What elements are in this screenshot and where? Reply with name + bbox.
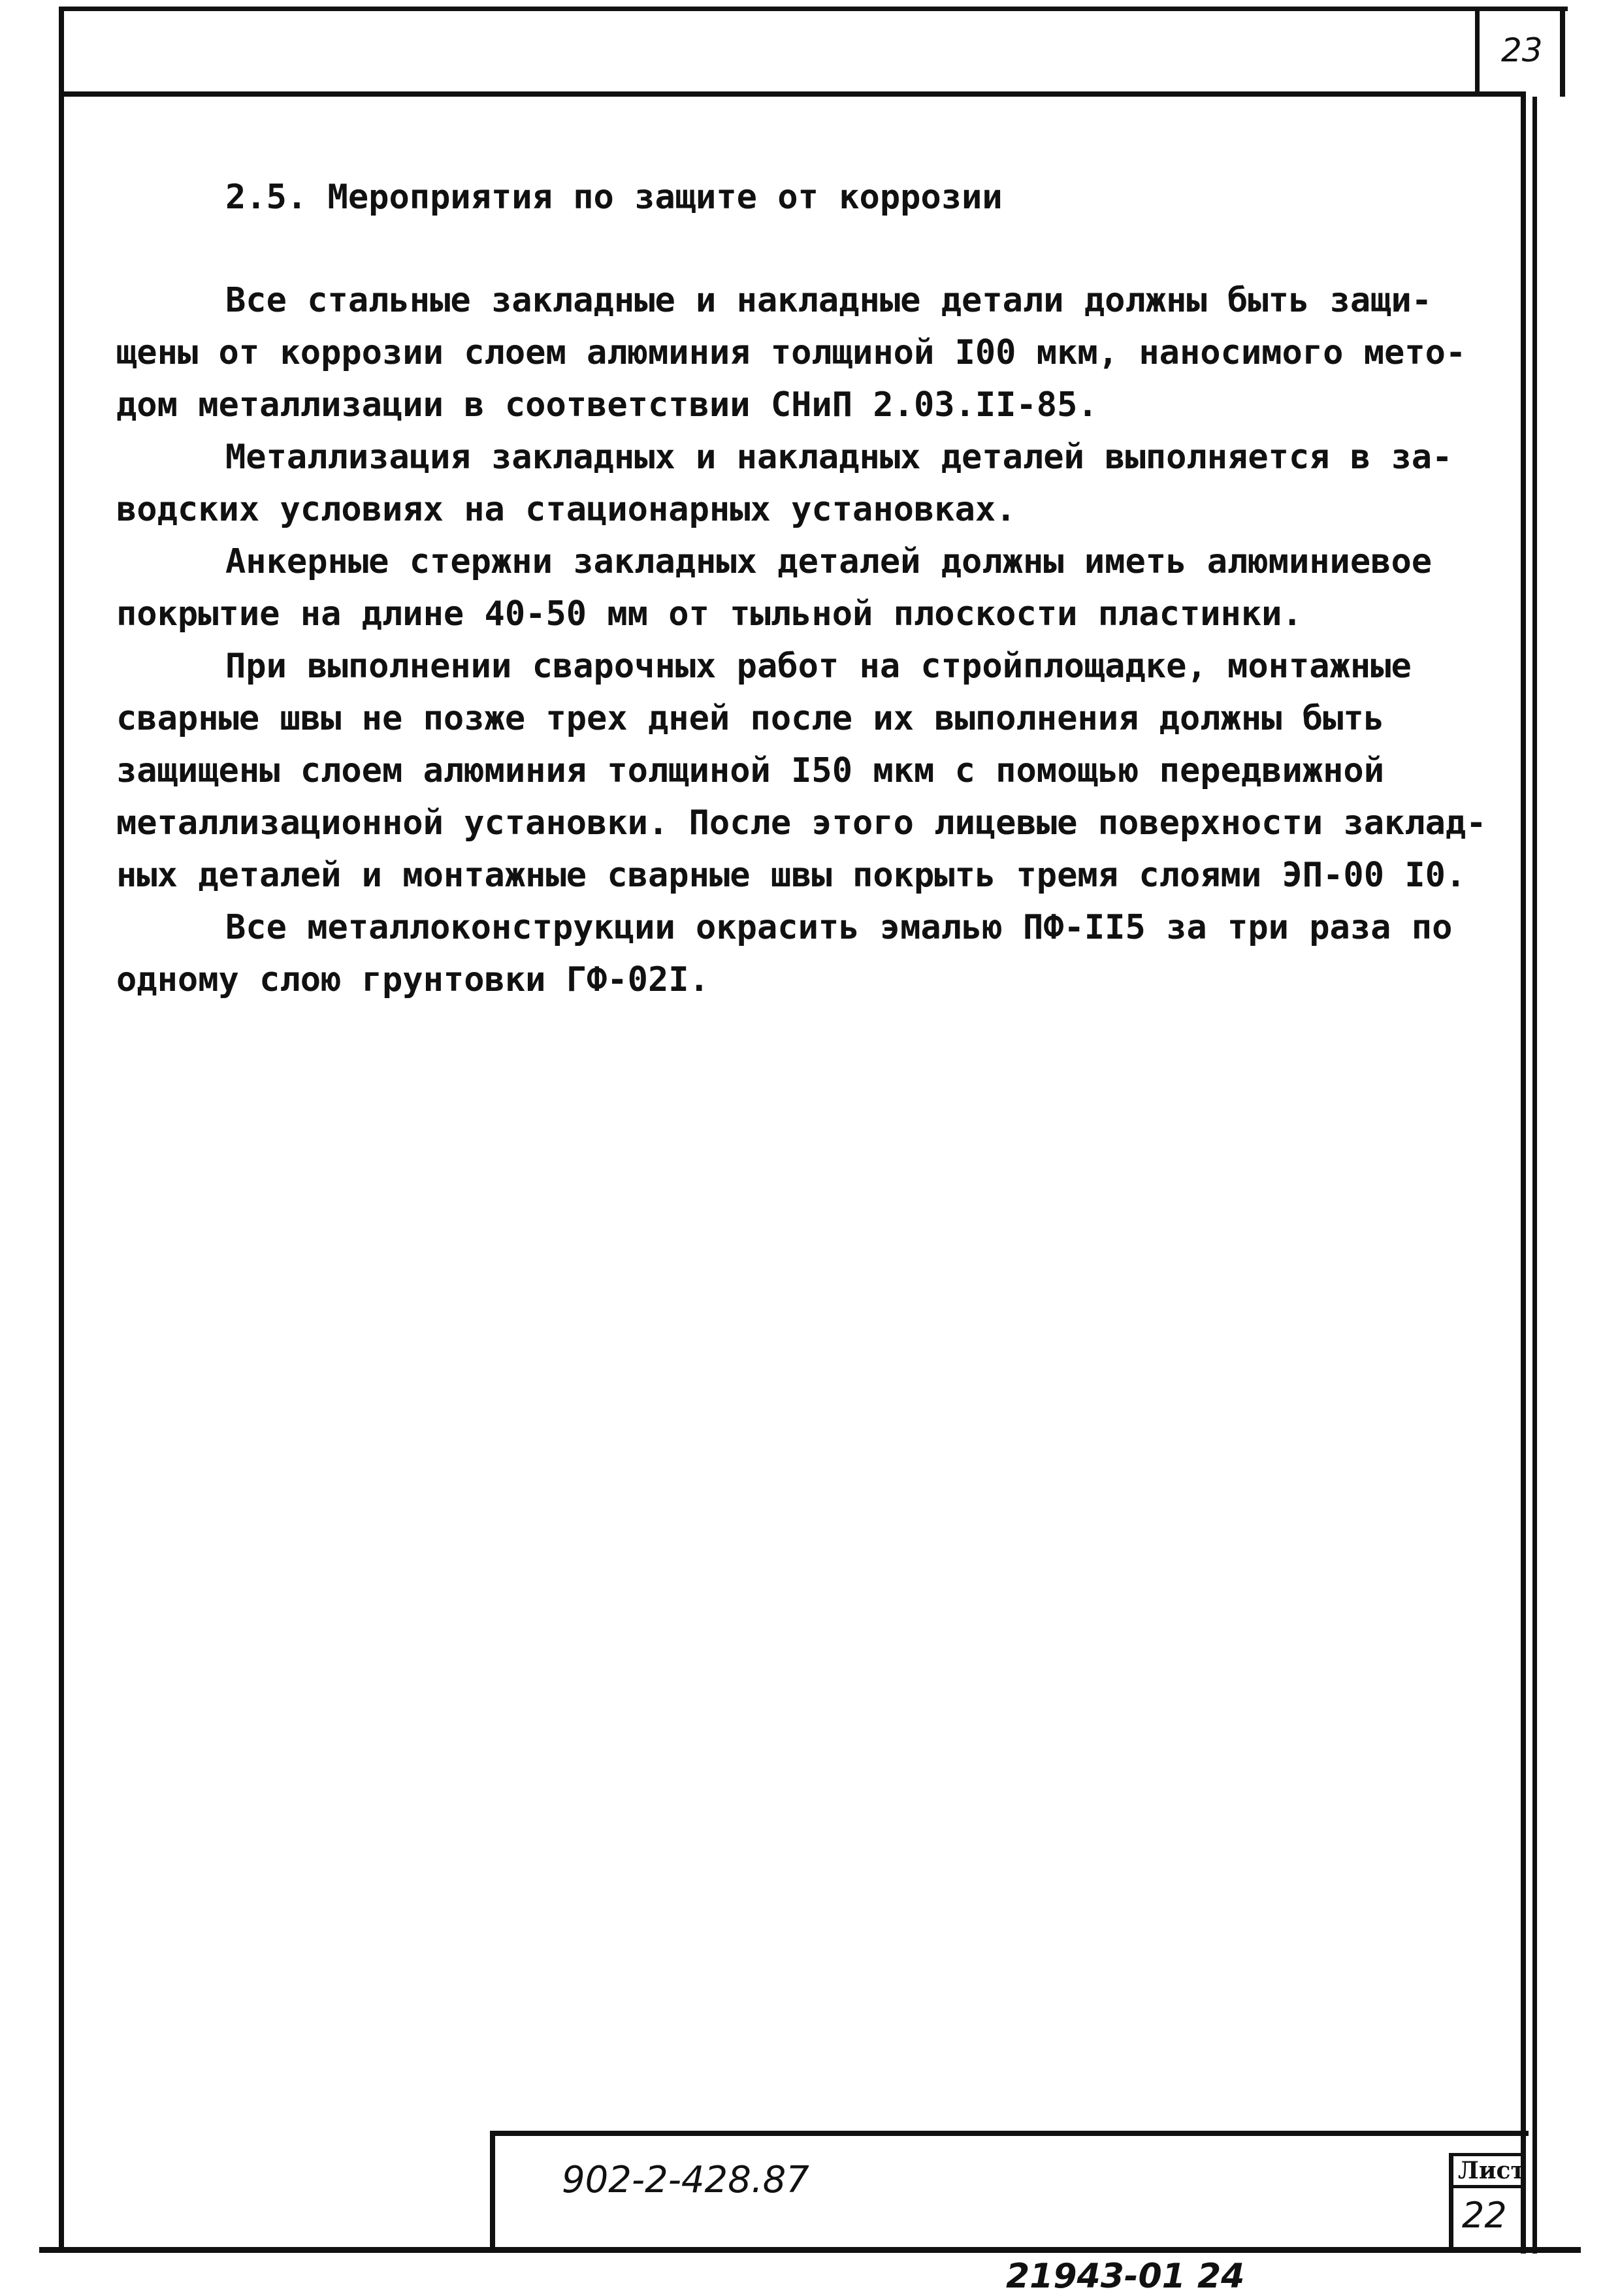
text-line: Все стальные закладные и накладные детали должны быть защи- (225, 281, 1433, 320)
text-line: щены от коррозии слоем алюминия толщиной I00 мкм, наносимого мето- (116, 333, 1466, 372)
frame-border-bottom (39, 2247, 1581, 2253)
text-line: ных деталей и монтажные сварные швы покрыть тремя слоями ЭП-00 I0. (116, 856, 1466, 895)
sheet-number: 22 (1462, 2195, 1507, 2236)
text-line: металлизационной установки. После этого лицевые поверхности заклад- (116, 803, 1487, 843)
text-line: одному слою грунтовки ГФ-02I. (116, 960, 709, 999)
text-line: дом металлизации в соответствии СНиП 2.03.II-85. (116, 385, 1098, 425)
page-number-top: 23 (1501, 31, 1543, 69)
frame-border-right-inner (1521, 91, 1526, 2254)
text-line: Все металлоконструкции окрасить эмалью ПФ-II5 за три раза по (225, 908, 1453, 947)
sheet-box-divider (1449, 2185, 1526, 2188)
sheet-box-top-border (1449, 2153, 1526, 2156)
text-line: сварные швы не позже трех дней после их выполнения должны быть (116, 699, 1385, 738)
text-line: Анкерные стержни закладных деталей должны иметь алюминиевое (225, 542, 1433, 581)
frame-header-divider (59, 91, 1522, 97)
sheet-box-left-border (1449, 2153, 1453, 2252)
title-block-top-border (490, 2131, 1529, 2136)
sheet-label: Лист (1458, 2157, 1525, 2184)
text-line: защищены слоем алюминия толщиной I50 мкм с помощью передвижной (116, 751, 1385, 790)
text-line: водских условиях на стационарных установках. (116, 490, 1016, 529)
text-line: При выполнении сварочных работ на стройплощадке, монтажные (225, 647, 1412, 686)
page-number-box-divider (1475, 7, 1480, 97)
text-line: Металлизация закладных и накладных деталей выполняется в за- (225, 438, 1453, 477)
frame-border-right-outer (1532, 97, 1537, 2254)
title-block-left-border (490, 2131, 495, 2252)
section-heading: 2.5. Мероприятия по защите от коррозии (225, 178, 1003, 217)
frame-border-left (59, 7, 64, 2252)
archive-number: 21943-01 24 (1006, 2257, 1245, 2296)
frame-border-right-top (1560, 7, 1565, 97)
frame-border-top (59, 7, 1568, 11)
document-code: 902-2-428.87 (562, 2159, 809, 2201)
text-line: покрытие на длине 40-50 мм от тыльной плоскости пластинки. (116, 594, 1303, 634)
